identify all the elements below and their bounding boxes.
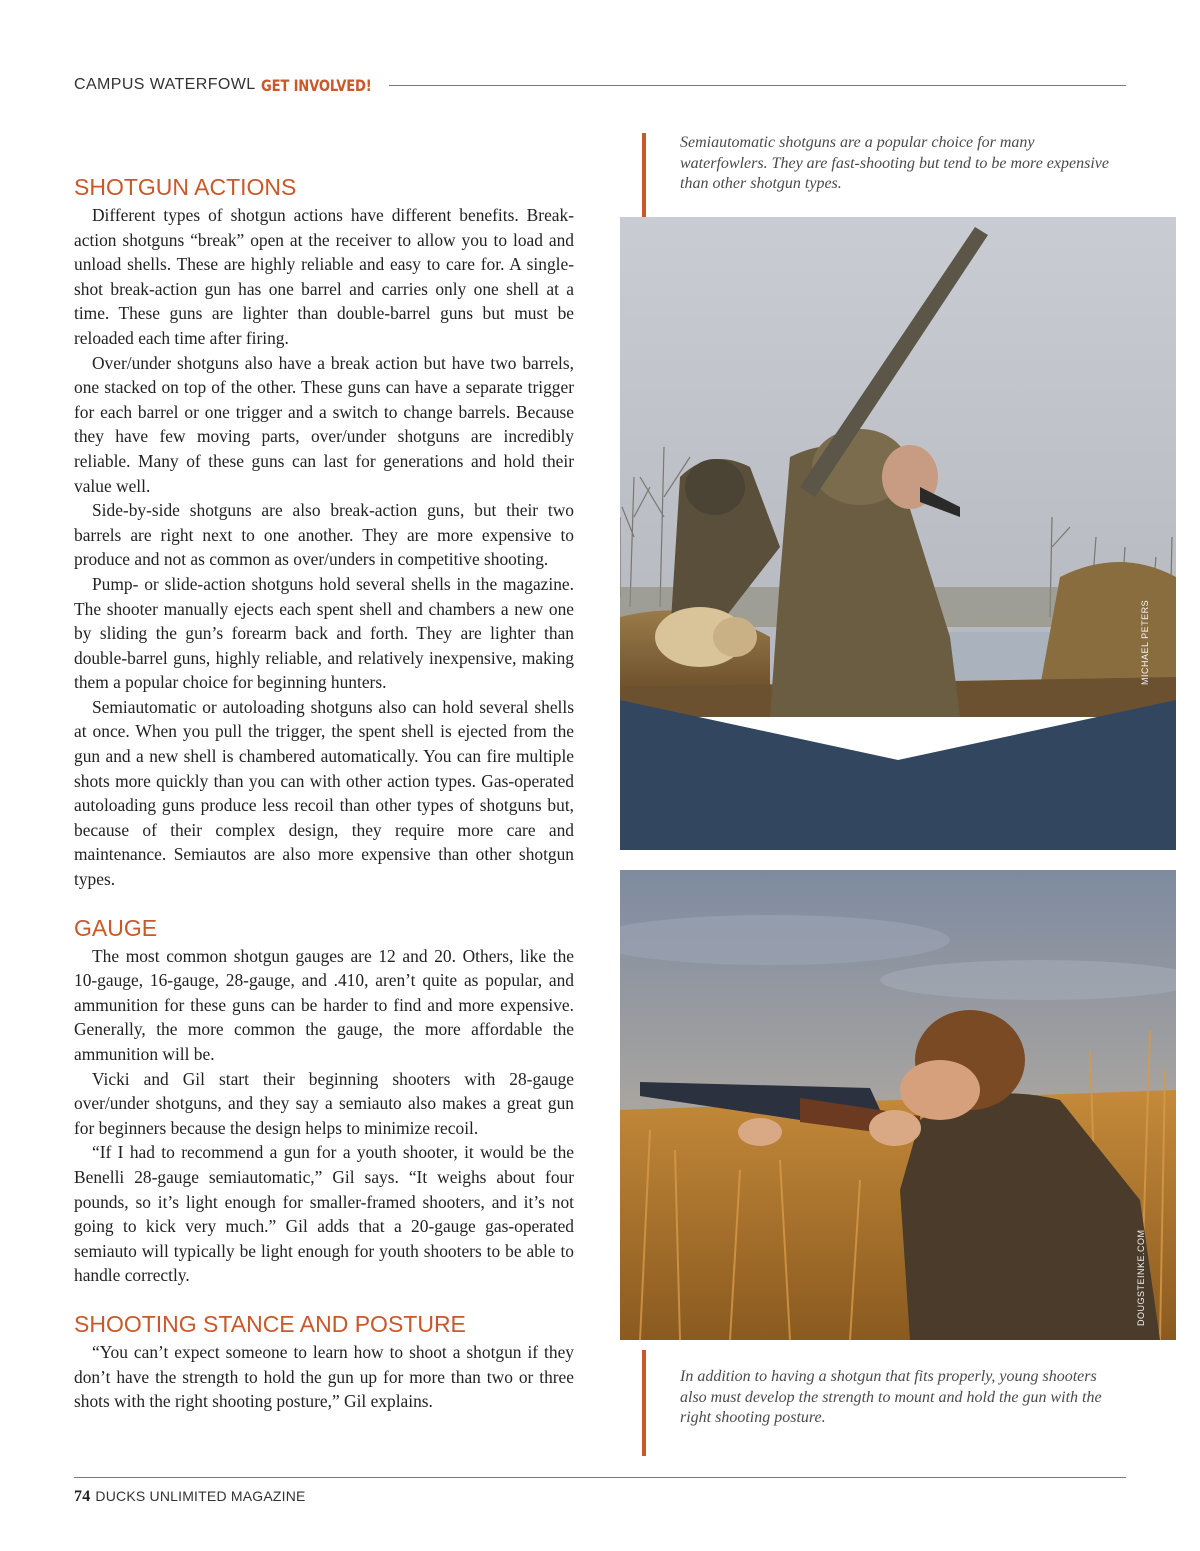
paragraph: Semiautomatic or autoloading shotguns also can hold several shells at once. When you pull the trigger, the spent shell is ejected from the gun and a new shell is chambered automatically. You can fire multiple shots more quickly than you can with other action types. Gas-operated autoloading guns produce less recoil than other types of shotguns but, because of their complex design, they require more care and maintenance. Semiautos are also more expensive than other shotgun types.: [74, 696, 574, 890]
caption-accent-bar: [642, 1350, 646, 1456]
page-footer: [74, 1488, 306, 1506]
article-column: [74, 172, 574, 1414]
paragraph: Over/under shotguns also have a break action but have two barrels, one stacked on top of the other. These guns can have a separate trigger for each barrel or one trigger and a switch to change barrels. Because they have few moving parts, over/under shotguns are incredibly reliable. Many of these guns can last for generations and hold their value well.: [74, 352, 574, 496]
paragraph: “If I had to recommend a gun for a youth shooter, it would be the Benelli 28-gauge semiautomatic,” Gil says. “It weighs about four pounds, so it’s light enough for smaller-framed shooters, and it’s not going to kick very much.” Gil adds that a 20-gauge gas-operated semiauto will typically be light enough for youth shooters to be able to handle correctly.: [74, 1142, 574, 1286]
paragraph: The most common shotgun gauges are 12 and 20. Others, like the 10-gauge, 16-gauge, 28-gauge, and .410, aren’t quite as popular, and ammunition for these guns can be harder to find and more expensive. Generally, the more common the gauge, the more affordable the ammunition will be.: [74, 945, 574, 1064]
header-rule: [389, 85, 1126, 86]
photo-hunters-calling: [620, 217, 1176, 717]
heading-gauge: GAUGE: [74, 914, 158, 941]
section-label: CAMPUS WATERFOWL: [74, 76, 256, 93]
running-header: [74, 72, 1126, 98]
photo-caption-top: Semiautomatic shotguns are a popular choice for many waterfowlers. They are fast-shooting but tend to be more expensive than other shotgun types.: [680, 134, 1109, 192]
heading-shooting-stance: SHOOTING STANCE AND POSTURE: [74, 1310, 466, 1337]
paragraph: “You can’t expect someone to learn how to shoot a shotgun if they don’t have the strength to hold the gun up for more than two or three shots with the right shooting posture,” Gil explains.: [74, 1341, 574, 1412]
paragraph: Different types of shotgun actions have different benefits. Break-action shotguns “break” open at the receiver to allow you to load and unload shells. These are highly reliable and easy to care for. A single-shot break-action gun has one barrel and carries only one shell at a time. These guns are lighter than double-barrel guns but must be reloaded each time after firing.: [74, 205, 574, 348]
photo-caption-bottom: In addition to having a shotgun that fits properly, young shooters also must develop the strength to mount and hold the gun with the right shooting posture.: [680, 1368, 1102, 1426]
photo-young-shooter: [620, 870, 1176, 1340]
section-tag: GET INVOLVED!: [260, 75, 372, 95]
page-number: 74: [74, 1488, 91, 1505]
paragraph: Side-by-side shotguns are also break-action guns, but their two barrels are right next to one another. They are more expensive to produce and not as common as over/unders in competitive shooting.: [74, 500, 574, 570]
photo-credit-top: MICHAEL PETERS: [1140, 599, 1150, 685]
publication-name: DUCKS UNLIMITED MAGAZINE: [95, 1488, 306, 1504]
heading-shotgun-actions: SHOTGUN ACTIONS: [74, 174, 297, 200]
footer-rule: [74, 1477, 1126, 1478]
paragraph: Vicki and Gil start their beginning shooters with 28-gauge over/under shotguns, and they say a semiauto also makes a great gun for beginners because the design helps to minimize recoil.: [74, 1068, 574, 1138]
photo-credit-bottom: DOUGSTEINKE.COM: [1136, 1229, 1146, 1326]
decorative-chevron-band: [620, 700, 1176, 890]
paragraph: Pump- or slide-action shotguns hold several shells in the magazine. The shooter manually ejects each spent shell and chambers a new one by sliding the gun’s forearm back and forth. They are lighter than double-barrel guns, highly reliable, and relatively inexpensive, making them a popular choice for beginning hunters.: [74, 573, 574, 693]
